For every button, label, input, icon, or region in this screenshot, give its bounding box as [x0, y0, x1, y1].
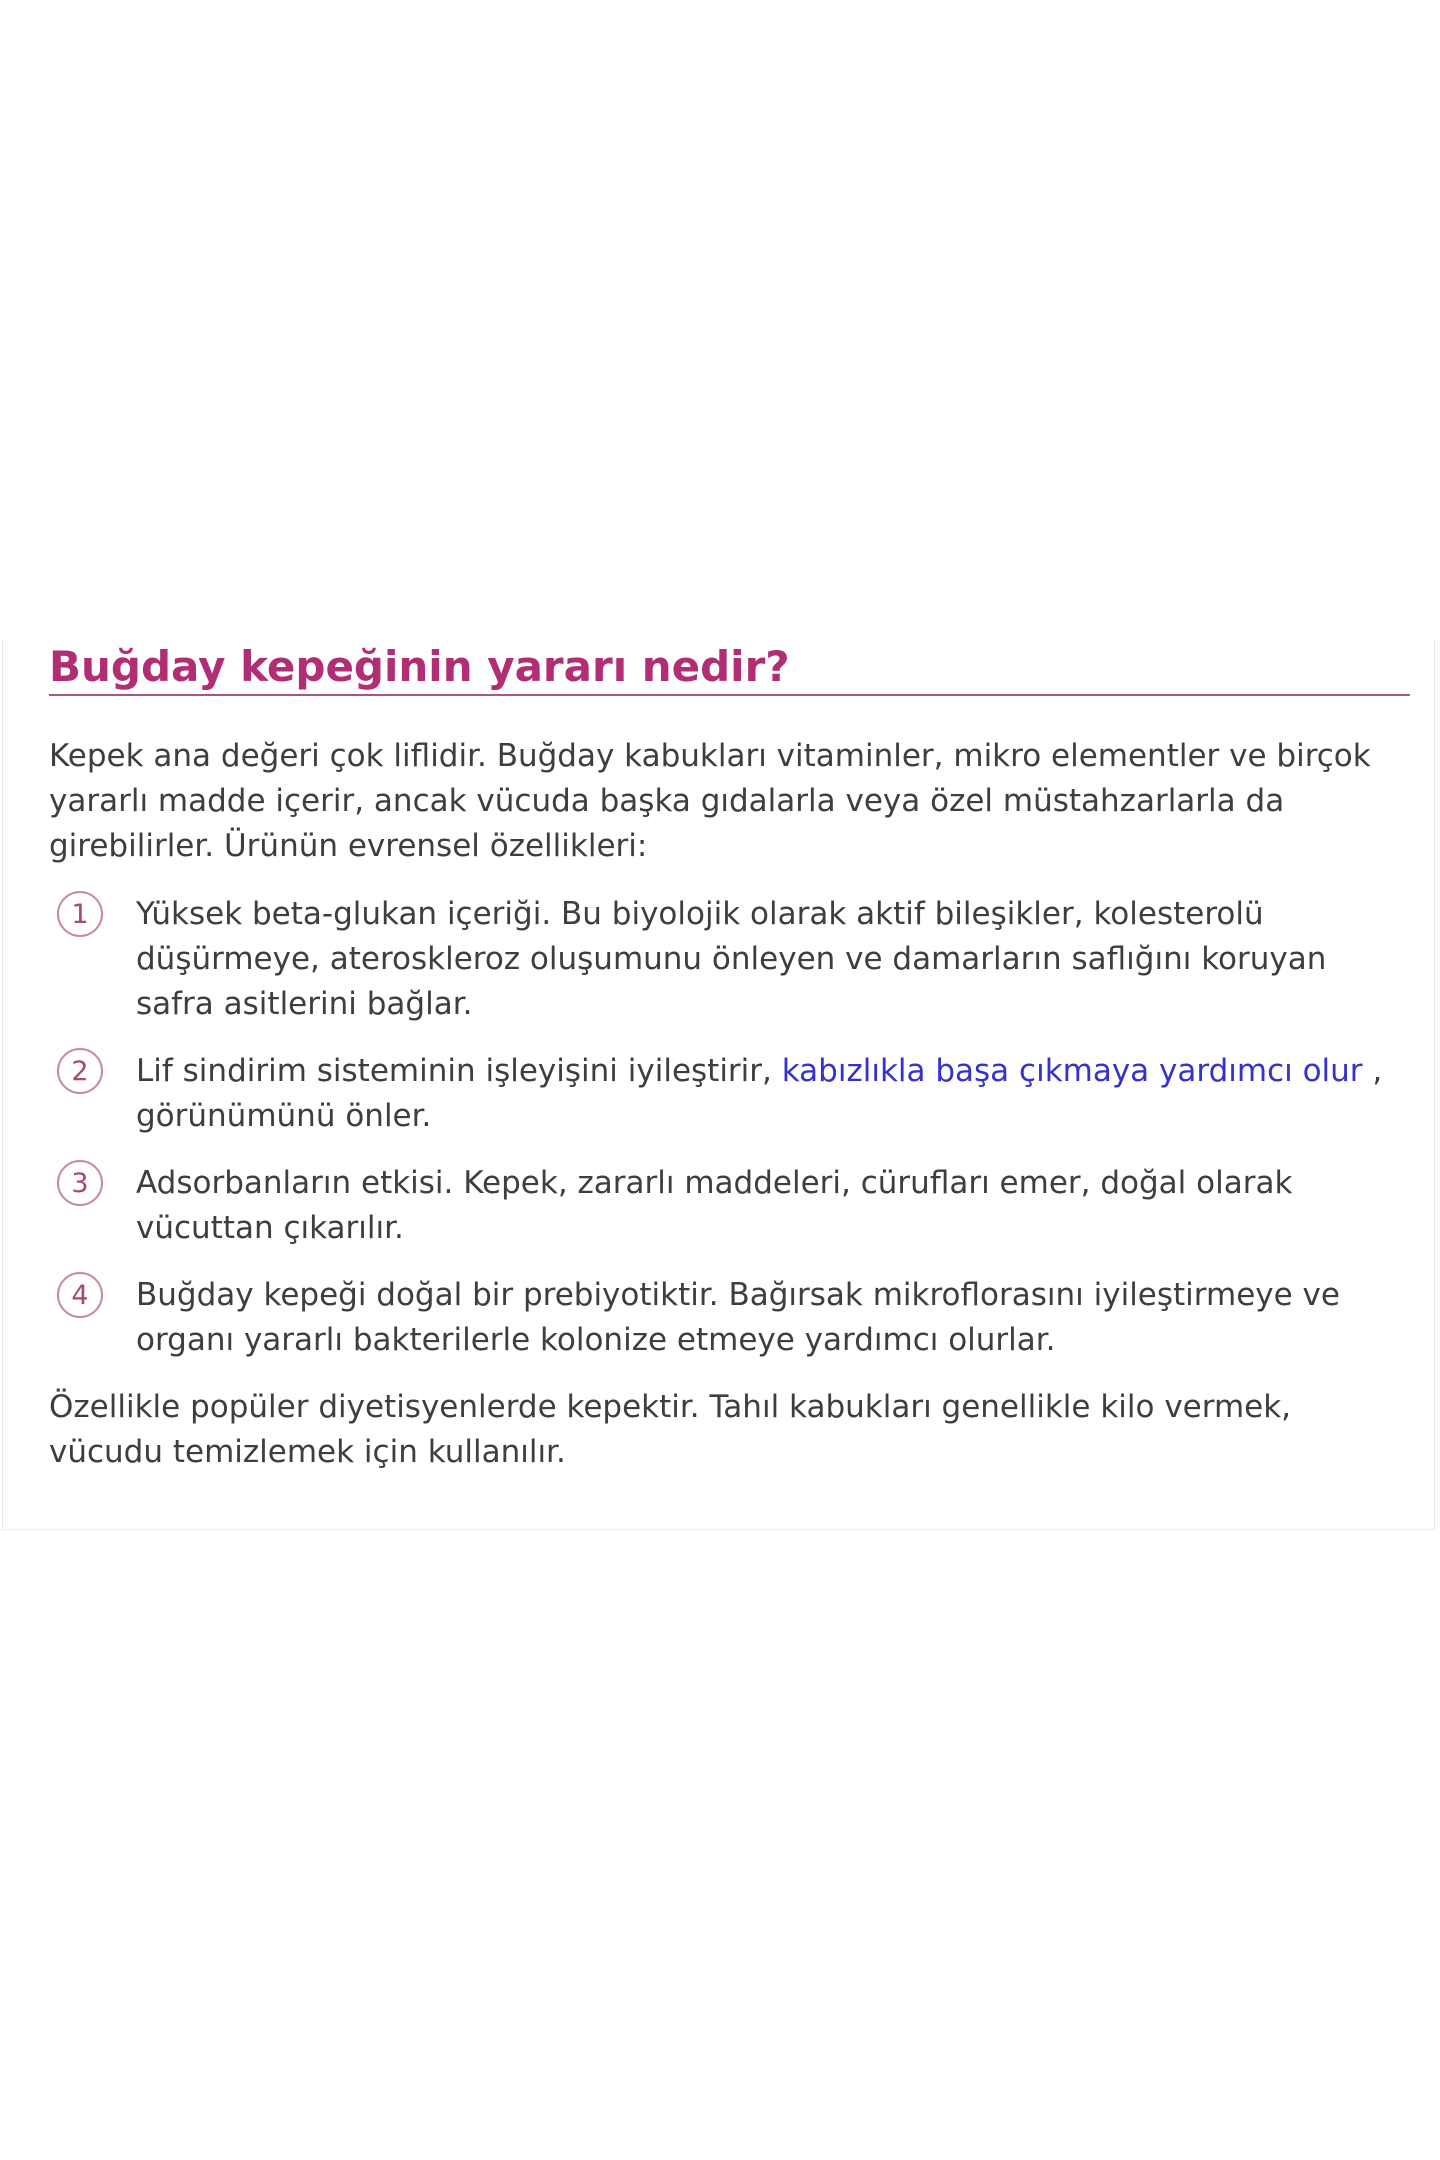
list-number-badge-3: 3: [57, 1160, 103, 1206]
benefits-list: [49, 892, 1410, 1363]
intro-paragraph: Kepek ana değeri çok liflidir. Buğday kabukları vitaminler, mikro elementler ve birçok yararlı madde içerir, ancak vücuda başka gıdalarla veya özel müstahzarlarla da girebilirler. Ürünün evrensel özellikleri:: [49, 738, 1371, 864]
list-item-text-1: Yüksek beta-glukan içeriği. Bu biyolojik olarak aktif bileşikler, kolesterolü düşürmeye, ateroskleroz oluşumunu önleyen ve damarların saflığını koruyan safra asitlerini bağlar.: [136, 896, 1327, 1022]
list-item-text-3: Adsorbanların etkisi. Kepek, zararlı maddeleri, cürufları emer, doğal olarak vücuttan çıkarılır.: [136, 1165, 1293, 1246]
list-item-text-4: Buğday kepeği doğal bir prebiyotiktir. Bağırsak mikroflorasını iyileştirmeye ve organı yararlı bakterilerle kolonize etmeye yardımcı olurlar.: [136, 1277, 1340, 1358]
outro-paragraph: Özellikle popüler diyetisyenlerde kepektir. Tahıl kabukları genellikle kilo vermek, vücudu temizlemek için kullanılır.: [49, 1389, 1292, 1470]
list-item-text-2: [136, 1053, 1382, 1134]
list-item-2: [49, 1049, 1410, 1139]
list-item-4: [49, 1273, 1410, 1363]
list-number-badge-1: 1: [57, 891, 103, 937]
page-title: Buğday kepeğinin yararı nedir?: [49, 644, 1410, 696]
list-number-badge-2: 2: [57, 1048, 103, 1094]
list-item-2-text-after: , görünümünü önler.: [136, 1053, 1383, 1134]
list-item-2-text-before: Lif sindirim sisteminin işleyişini iyileştirir,: [136, 1053, 782, 1089]
constipation-help-link[interactable]: kabızlıkla başa çıkmaya yardımcı olur: [781, 1053, 1363, 1089]
list-item-3: [49, 1161, 1410, 1251]
list-item-1: [49, 892, 1410, 1027]
content-panel: [2, 640, 1435, 1530]
list-number-badge-4: 4: [57, 1272, 103, 1318]
